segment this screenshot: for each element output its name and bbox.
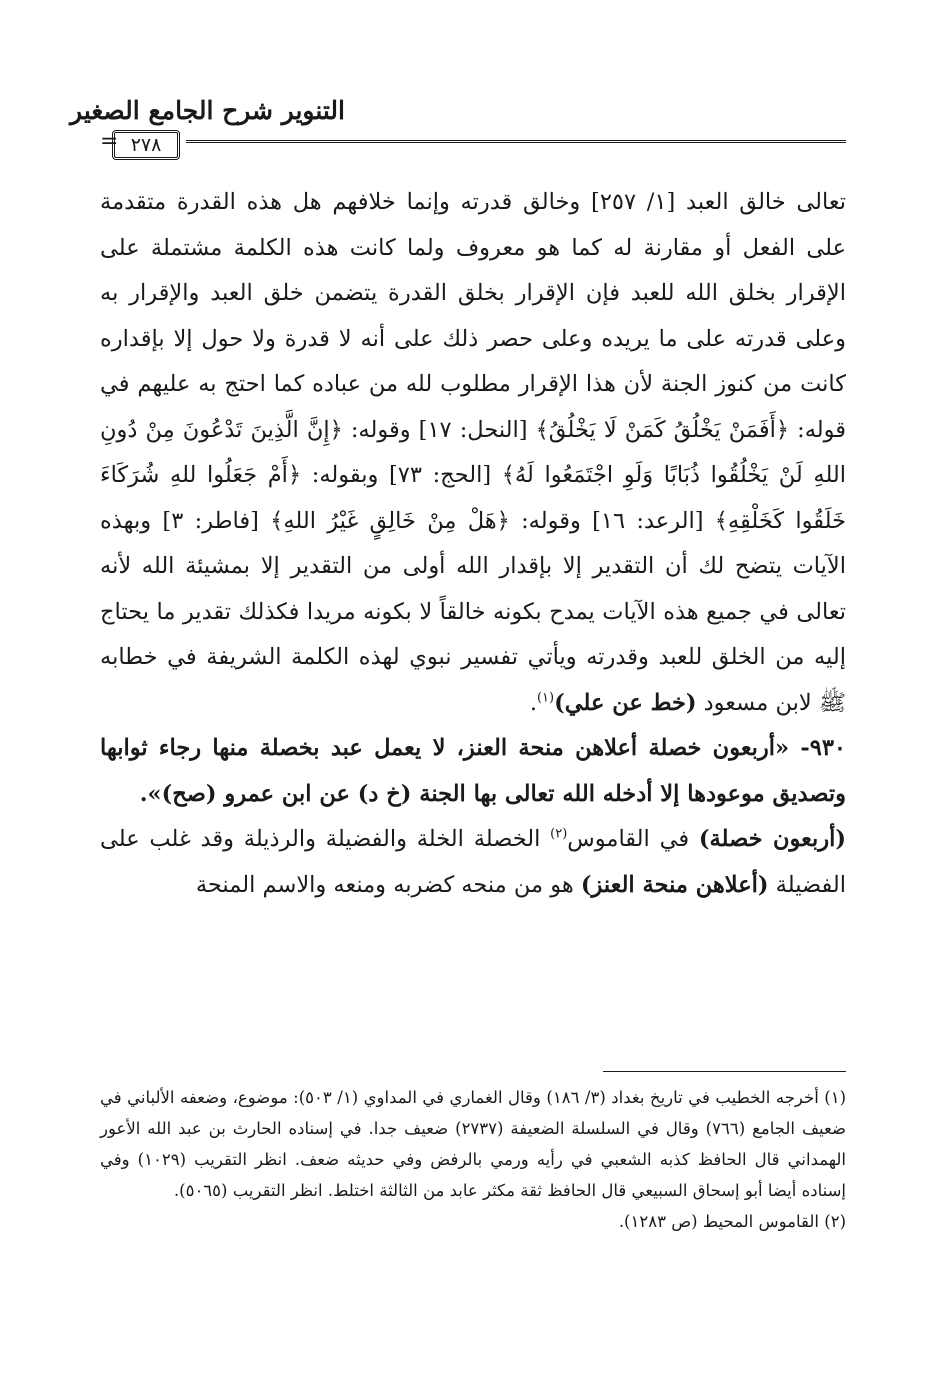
page-number: ٢٧٨: [112, 130, 180, 160]
hadith-930: ٩٣٠- «أربعون خصلة أعلاهن منحة العنز، لا يعمل عبد بخصلة منها رجاء ثوابها وتصديق موعودها إلا أدخله الله تعالى بها الجنة (خ د) عن ابن عمرو (صح)».: [100, 735, 846, 807]
commentary-paragraph: [100, 180, 846, 726]
running-header-title: التنوير شرح الجامع الصغير: [70, 96, 345, 125]
commentary-text-b: الخصلة الخلة والفضيلة والرذيلة وقد غلب على الفضيلة: [100, 826, 846, 898]
commentary-text-c: هو من منحه كضربه ومنعه والاسم المنحة: [195, 871, 581, 898]
footnote-ref-2: (٢): [550, 826, 568, 842]
hadith-commentary: [100, 817, 846, 908]
main-text: [100, 180, 846, 908]
commentary-text: تعالى خالق العبد [١/ ٢٥٧] وخالق قدرته وإنما خلافهم هل هذه القدرة متقدمة على الفعل أو مقارنة له كما هو معروف ولما كانت هذه الكلمة مشتملة على الإقرار بخلق الله للعبد فإن الإقرار بخلق القدرة يتضمن خلق العبد والإقرار به وعلى قدرته على ما يريده وعلى حصر ذلك على أنه لا قدرة ولا حول إلا بإقداره كانت من كنوز الجنة لأن هذا الإقرار مطلوب لله من عباده كما احتج به عليهم في قوله: ﴿أَفَمَنْ يَخْلُقُ كَمَنْ لَا يَخْلُقُ﴾ [النحل: ١٧] وقوله: ﴿إِنَّ الَّذِينَ تَدْعُونَ مِنْ دُونِ اللهِ لَنْ يَخْلُقُوا ذُبَابًا وَلَوِ اجْتَمَعُوا لَهُ﴾ [الحج: ٧٣] وبقوله: ﴿أَمْ جَعَلُوا للهِ شُرَكَاءَ خَلَقُوا كَخَلْقِهِ﴾ [الرعد: ١٦] وقوله: ﴿هَلْ مِنْ خَالِقٍ غَيْرُ اللهِ﴾ [فاطر: ٣] وبهذه الآيات يتضح لك أن التقدير إلا بإقدار الله أولى من التقدير إلا بمشيئة الله لأنه تعالى في جميع هذه الآيات يمدح بكونه خالقاً لا بكونه مريدا فكذلك تقدير ما يحتاج إليه من الخلق للعبد وقدرته ويأتي تفسير نبوي لهذه الكلمة الشريفة في خطابه ﷺ لابن مسعود: [100, 189, 847, 716]
commentary-text-a: في القاموس: [567, 826, 699, 852]
period: .: [529, 689, 537, 716]
header-double-rule: [186, 140, 846, 143]
term-arbaun-khasla: (أربعون خصلة): [698, 826, 846, 852]
footnote-2: (٢) القاموس المحيط (ص ١٢٨٣).: [618, 1212, 846, 1231]
footnote-1: (١) أخرجه الخطيب في تاريخ بغداد (٣/ ١٨٦) وقال الغماري في المداوي (١/ ٥٠٣): موضوع، وضعفه الألباني في ضعيف الجامع (٧٦٦) وقال في السلسلة الضعيفة (٢٧٣٧) ضعيف جدا. في إسناده الحارث بن عبد الله الأعور الهمداني قال الحافظ كذبه الشعبي في رأيه ورمي بالرفض وفي حديثه ضعف. انظر التقريب (١٠٢٩) وفي إسناده أيضا أبو إسحاق السبيعي قال الحافظ ثقة مكثر عابد من الثالثة اختلط. انظر التقريب (٥٠٦٥).: [100, 1088, 847, 1200]
footnotes: [100, 1082, 846, 1237]
footnote-ref-1: (١): [536, 690, 555, 705]
term-alahunna: (أعلاهن منحة العنز): [580, 871, 769, 898]
header-dash: =: [100, 129, 119, 154]
source-citation: (خط عن علي): [554, 689, 697, 716]
footnote-separator: [603, 1071, 846, 1072]
